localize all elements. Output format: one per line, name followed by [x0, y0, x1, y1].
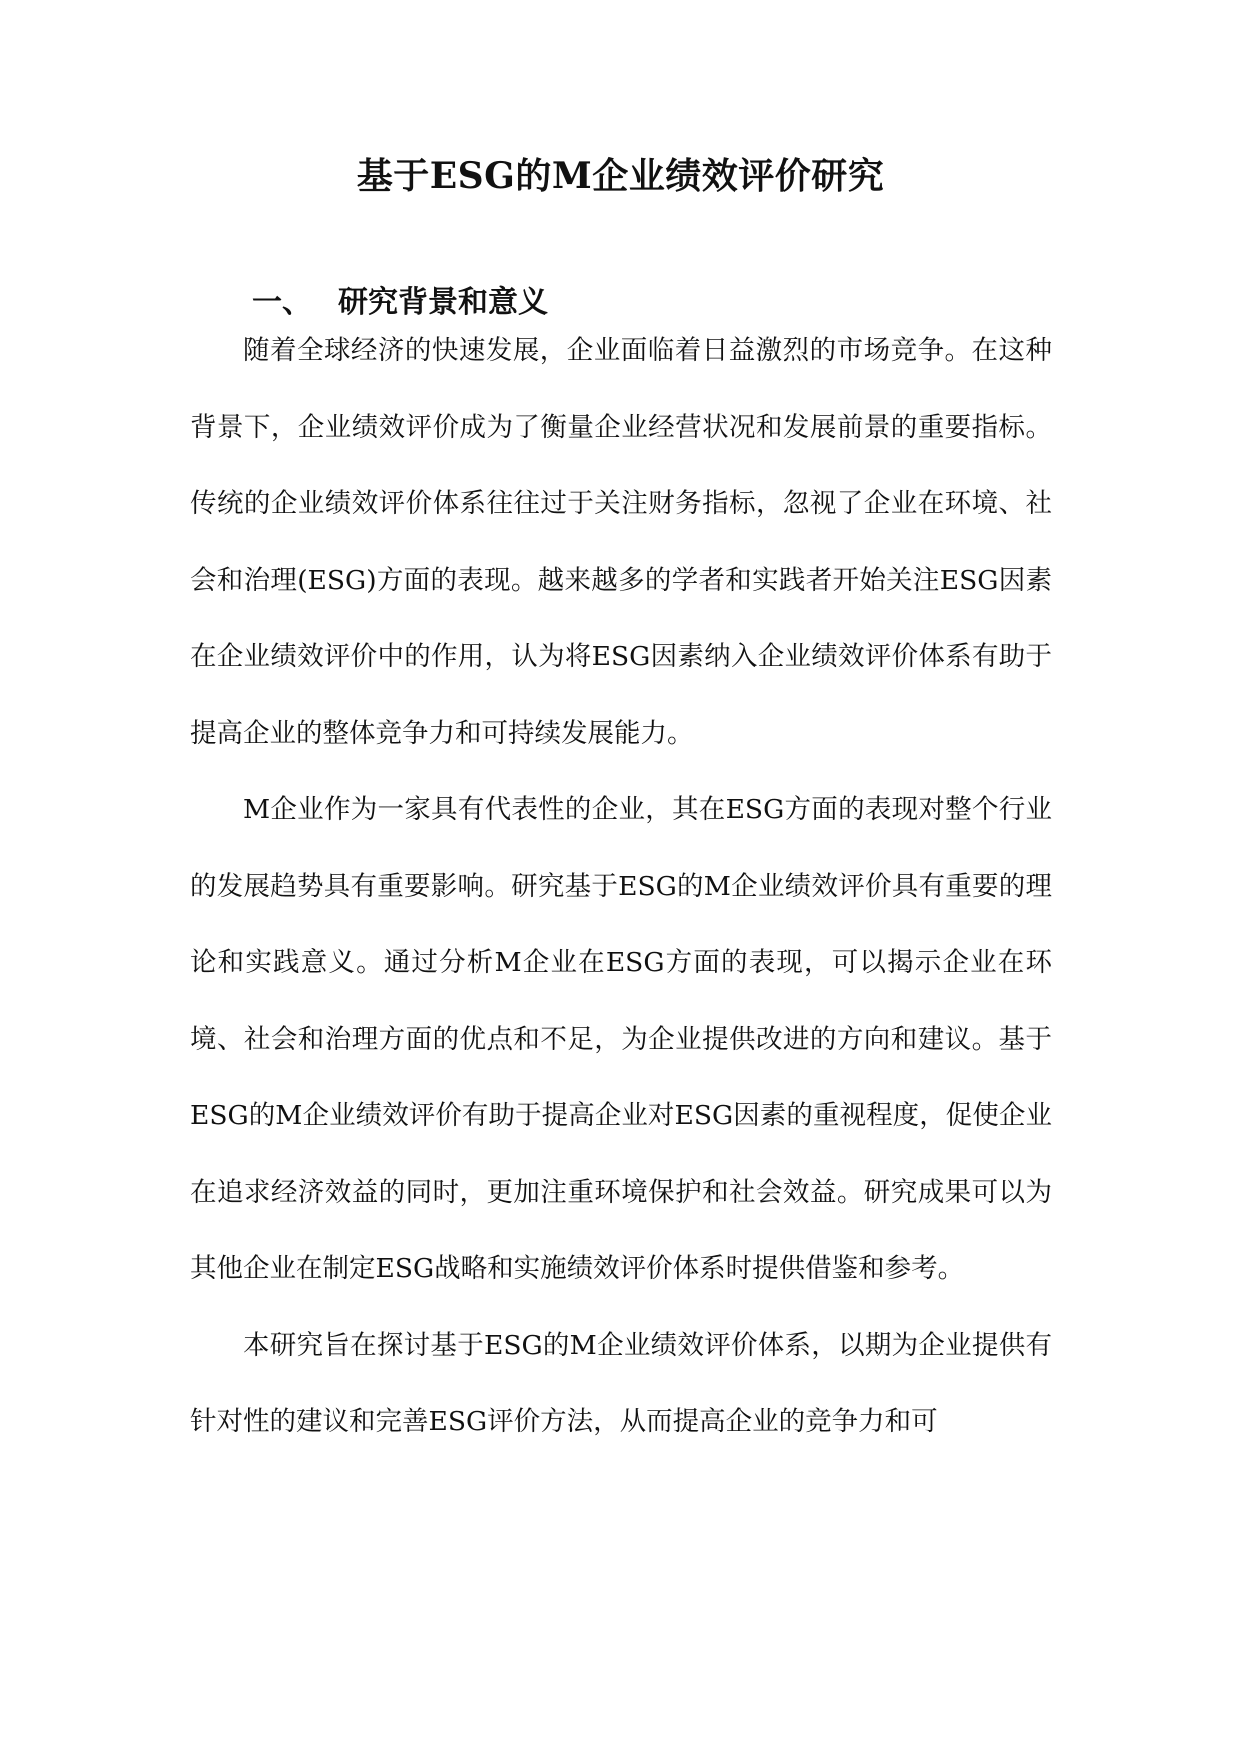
body-paragraph: 随着全球经济的快速发展，企业面临着日益激烈的市场竞争。在这种背景下，企业绩效评价成为了衡量企业经营状况和发展前景的重要指标。传统的企业绩效评价体系往往过于关注财务指标，忽视了企业在环境、社会和治理(ESG)方面的表现。越来越多的学者和实践者开始关注ESG因素在企业绩效评价中的作用，认为将ESG因素纳入企业绩效评价体系有助于提高企业的整体竞争力和可持续发展能力。 [190, 335, 1052, 749]
document-title: 基于ESG的M企业绩效评价研究 [356, 155, 885, 197]
body-paragraph: 本研究旨在探讨基于ESG的M企业绩效评价体系，以期为企业提供有针对性的建议和完善ESG评价方法，从而提高企业的竞争力和可 [190, 1329, 1052, 1437]
body-paragraph: M企业作为一家具有代表性的企业，其在ESG方面的表现对整个行业的发展趋势具有重要影响。研究基于ESG的M企业绩效评价具有重要的理论和实践意义。通过分析M企业在ESG方面的表现，可以揭示企业在环境、社会和治理方面的优点和不足，为企业提供改进的方向和建议。基于ESG的M企业绩效评价有助于提高企业对ESG因素的重视程度，促使企业在追求经济效益的同时，更加注重环境保护和社会效益。研究成果可以为其他企业在制定ESG战略和实施绩效评价体系时提供借鉴和参考。 [190, 794, 1052, 1284]
section-heading-text: 研究背景和意义 [338, 285, 548, 320]
section-number: 一、 [252, 285, 312, 320]
document-body [190, 313, 1052, 1461]
